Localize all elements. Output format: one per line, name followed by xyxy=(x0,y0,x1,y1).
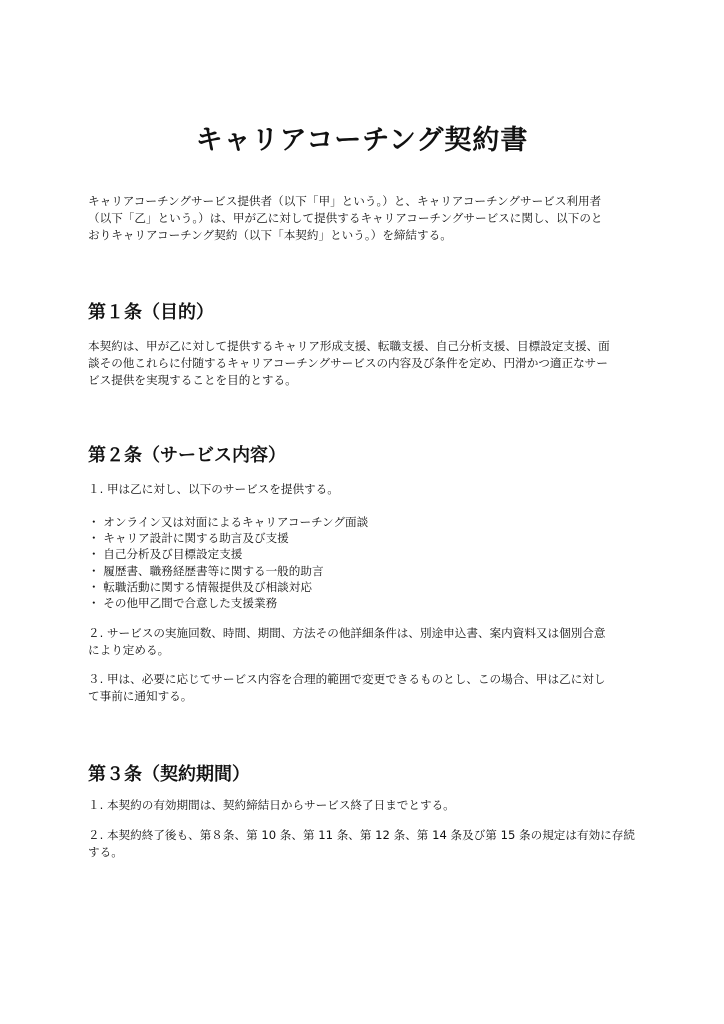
document-title: キャリアコーチング契約書 xyxy=(195,125,529,156)
article-1-heading: 第１条（目的） xyxy=(88,302,214,323)
article-1-line: 談その他これらに付随するキャリアコーチングサービスの内容及び条件を定め、円滑かつ適正なサー xyxy=(88,356,608,370)
intro-paragraph xyxy=(88,193,640,244)
article-3-clause-2-line: する。 xyxy=(88,845,123,859)
article-3-clause-1-line: １. 本契約の有効期間は、契約締結日からサービス終了日までとする。 xyxy=(88,798,455,812)
article-1-body xyxy=(88,338,640,389)
article-2-heading: 第２条（サービス内容） xyxy=(88,445,286,466)
intro-line: キャリアコーチングサービス提供者（以下「甲」という。）と、キャリアコーチングサービス利用者 xyxy=(88,194,602,208)
list-item: ・ 自己分析及び目標設定支援 xyxy=(88,547,243,562)
article-1-line: 本契約は、甲が乙に対して提供するキャリア形成支援、転職支援、自己分析支援、目標設定支援、面 xyxy=(88,339,610,353)
article-3-clause-2-line: ２. 本契約終了後も、第８条、第 10 条、第 11 条、第 12 条、第 14 条及び第 15 条の規定は有効に存続 xyxy=(88,828,635,842)
article-2-clause-2-line: ２. サービスの実施回数、時間、期間、方法その他詳細条件は、別途申込書、案内資料又は個別合意 xyxy=(88,626,606,640)
article-2-clause-1-line: １. 甲は乙に対し、以下のサービスを提供する。 xyxy=(88,482,339,496)
article-2-clause-3-line: て事前に通知する。 xyxy=(88,689,193,703)
article-3-heading: 第３条（契約期間） xyxy=(88,764,250,785)
intro-line: おりキャリアコーチング契約（以下「本契約」という。）を締結する。 xyxy=(88,228,452,242)
article-2-clause-1 xyxy=(88,481,640,498)
list-item: ・ 履歴書、職務経歴書等に関する一般的助言 xyxy=(88,563,324,578)
list-item: ・ 転職活動に関する情報提供及び相談対応 xyxy=(88,579,312,594)
intro-line: （以下「乙」という。）は、甲が乙に対して提供するキャリアコーチングサービスに関し、以下のと xyxy=(88,211,603,225)
article-1-line: ビス提供を実現することを目的とする。 xyxy=(88,373,297,387)
list-item: ・ その他甲乙間で合意した支援業務 xyxy=(88,596,278,611)
article-2-clause-3 xyxy=(88,671,640,705)
article-2-clause-2-line: により定める。 xyxy=(88,643,170,657)
article-2-clause-3-line: ３. 甲は、必要に応じてサービス内容を合理的範囲で変更できるものとし、この場合、甲は乙に対し xyxy=(88,672,606,686)
list-item: ・ キャリア設計に関する助言及び支援 xyxy=(88,531,289,546)
article-3-clause-2 xyxy=(88,827,640,861)
list-item: ・ オンライン又は対面によるキャリアコーチング面談 xyxy=(88,515,369,529)
article-2-clause-2 xyxy=(88,625,640,659)
service-list xyxy=(88,514,368,611)
article-3-clause-1 xyxy=(88,797,640,814)
